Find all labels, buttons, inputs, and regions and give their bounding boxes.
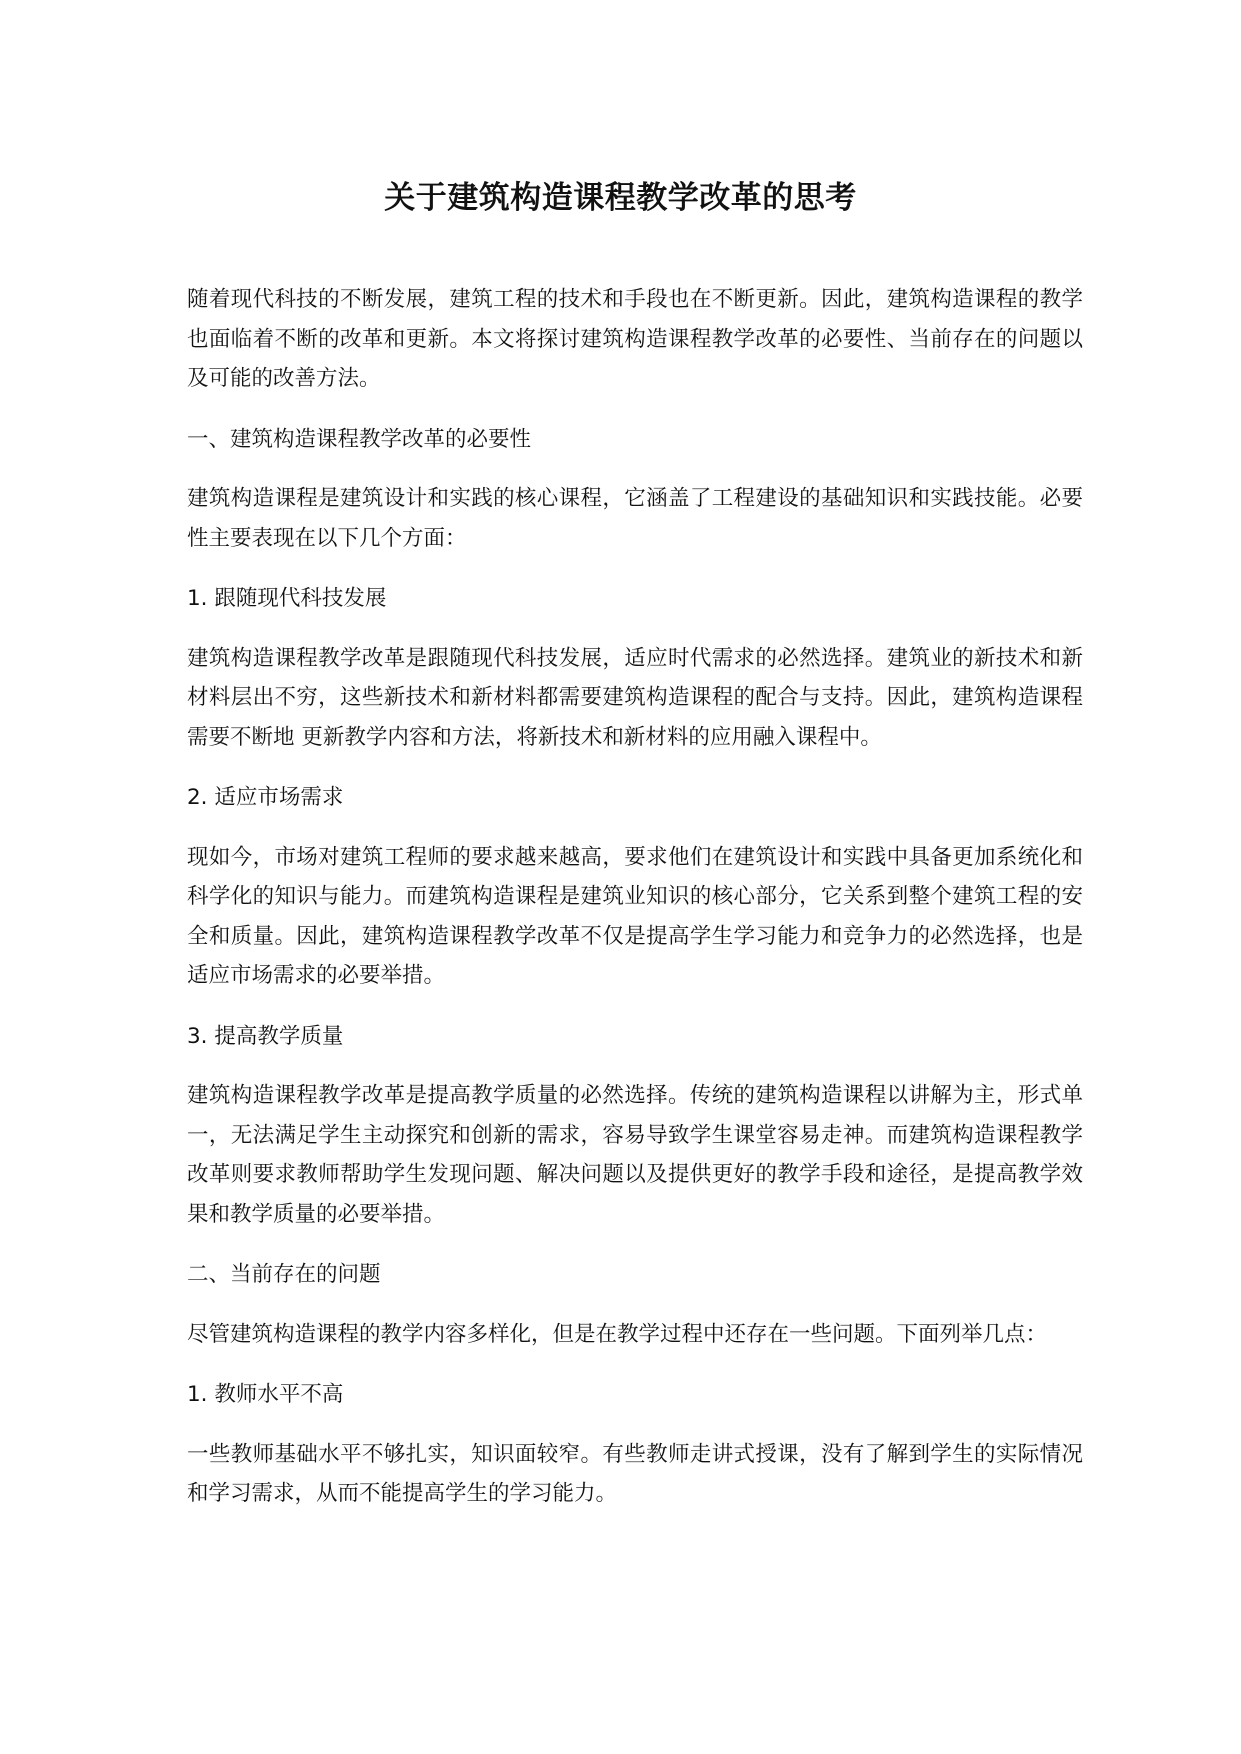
section-heading-problems: 二、当前存在的问题 (187, 1262, 381, 1287)
market-demand-paragraph: 现如今，市场对建筑工程师的要求越来越高，要求他们在建筑设计和实践中具备更加系统化和科学化的知识与能力。而建筑构造课程是建筑业知识的核心部分，它关系到整个建筑工程的安全和质量。因此，建筑构造课程教学改革不仅是提高学生学习能力和竞争力的必然选择，也是适应市场需求的必要举措。 (187, 844, 1083, 988)
subheading-teaching-quality: 3. 提高教学质量 (187, 1023, 344, 1049)
tech-development-paragraph: 建筑构造课程教学改革是跟随现代科技发展，适应时代需求的必然选择。建筑业的新技术和新材料层出不穷，这些新技术和新材料都需要建筑构造课程的配合与支持。因此，建筑构造课程需要不断地 更新教学内容和方法，将新技术和新材料的应用融入课程中。 (187, 645, 1083, 750)
page-title: 关于建筑构造课程教学改革的思考 (384, 180, 857, 216)
subheading-tech-development: 1. 跟随现代科技发展 (187, 586, 387, 611)
intro-paragraph: 随着现代科技的不断发展，建筑工程的技术和手段也在不断更新。因此，建筑构造课程的教学也面临着不断的改革和更新。本文将探讨建筑构造课程教学改革的必要性、当前存在的问题以及可能的改善方法。 (187, 287, 1083, 391)
teacher-level-paragraph: 一些教师基础水平不够扎实，知识面较窄。有些教师走讲式授课，没有了解到学生的实际情况和学习需求，从而不能提高学生的学习能力。 (187, 1441, 1083, 1506)
subheading-market-demand: 2. 适应市场需求 (187, 785, 344, 810)
document-body (187, 280, 1083, 1535)
necessity-paragraph: 建筑构造课程是建筑设计和实践的核心课程，它涵盖了工程建设的基础知识和实践技能。必要性主要表现在以下几个方面： (187, 486, 1083, 551)
section-heading-necessity: 一、建筑构造课程教学改革的必要性 (187, 426, 532, 452)
problems-paragraph: 尽管建筑构造课程的教学内容多样化，但是在教学过程中还存在一些问题。下面列举几点： (187, 1321, 1048, 1347)
teaching-quality-paragraph: 建筑构造课程教学改革是提高教学质量的必然选择。传统的建筑构造课程以讲解为主，形式单一，无法满足学生主动探究和创新的需求，容易导致学生课堂容易走神。而建筑构造课程教学改革则要求教师帮助学生发现问题、解决问题以及提供更好的教学手段和途径，是提高教学效果和教学质量的必要举措。 (187, 1083, 1083, 1227)
subheading-teacher-level: 1. 教师水平不高 (187, 1382, 344, 1407)
